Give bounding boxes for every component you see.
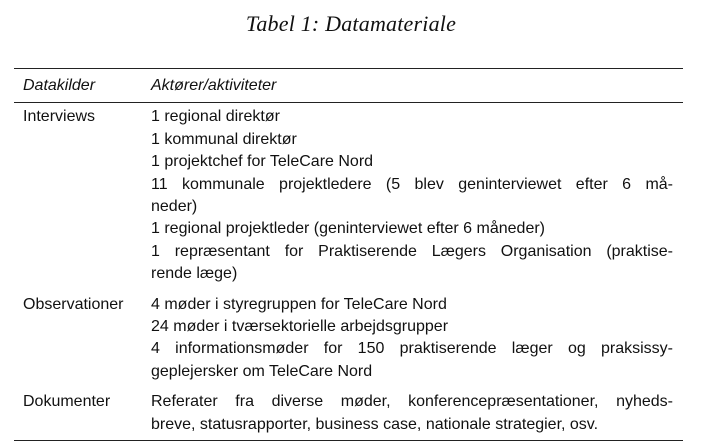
list-item: 1 repræsentant for Praktiserende Lægers Organisation (praktise- — [151, 242, 673, 260]
table-caption: Tabel 1: Datamateriale — [245, 11, 457, 36]
data-table — [14, 68, 683, 441]
table-row-interviews — [14, 103, 683, 285]
list-item: 4 møder i styregruppen for TeleCare Nord — [151, 295, 447, 313]
list-item: neder) — [151, 198, 198, 216]
list-item: 1 regional projektleder (geninterviewet efter 6 måneder) — [151, 220, 545, 238]
row-source-label: Interviews — [23, 108, 96, 126]
table-row-dokumenter — [14, 383, 683, 441]
list-item: breve, statusrapporter, business case, nationale strategier, osv. — [151, 415, 599, 433]
row-source-label: Dokumenter — [23, 393, 111, 411]
row-items — [151, 106, 673, 285]
list-item: Referater fra diverse møder, konferencepræsentationer, nyheds- — [151, 393, 673, 411]
table-header-row — [14, 69, 683, 103]
header-aktorer: Aktører/aktiviteter — [151, 77, 277, 94]
list-item: rende læge) — [151, 265, 238, 283]
list-item: geplejersker om TeleCare Nord — [151, 362, 373, 380]
row-items — [151, 391, 673, 436]
list-item: 11 kommunale projektledere (5 blev geninterviewet efter 6 må- — [151, 175, 673, 193]
row-source-label: Observationer — [23, 295, 124, 313]
row-items — [151, 294, 673, 384]
table-row-observationer — [14, 286, 683, 384]
list-item: 4 informationsmøder for 150 praktiserende læger og praksissy- — [151, 340, 673, 358]
list-item: 1 projektchef for TeleCare Nord — [151, 153, 374, 171]
list-item: 1 kommunal direktør — [151, 130, 297, 148]
list-item: 1 regional direktør — [151, 108, 280, 126]
list-item: 24 møder i tværsektorielle arbejdsgrupper — [151, 318, 449, 336]
header-datakilder: Datakilder — [23, 77, 96, 94]
